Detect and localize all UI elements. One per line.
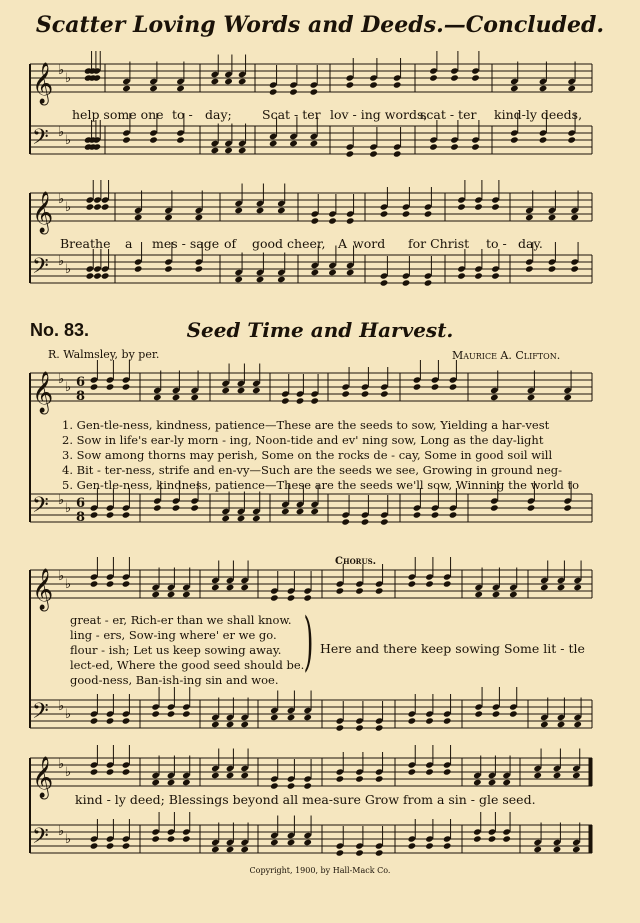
note-head: [533, 846, 542, 853]
flat-icon: ♭: [65, 707, 72, 722]
note-head: [303, 839, 312, 846]
lyric-2-6: A: [338, 236, 348, 251]
note-head: [270, 782, 279, 789]
verse-ending-2: ling - ers, Sow-ing where' er we go.: [70, 628, 277, 642]
note-head: [211, 772, 220, 779]
words-credit: R. Walmsley, by per.: [48, 348, 160, 361]
bass-clef-icon: 𝄢: [32, 824, 49, 854]
flat-icon: ♭: [58, 254, 65, 269]
note-head: [473, 779, 482, 786]
note-head: [443, 768, 452, 775]
final-lyric: kind - ly deed; Blessings beyond all mea-sure Grow from a sin - gle seed.: [75, 792, 536, 807]
lyric-1-4: Scat - ter: [262, 107, 321, 122]
flat-icon: ♭: [58, 757, 65, 772]
flat-icon: ♭: [65, 380, 72, 395]
note-head: [425, 842, 434, 849]
note-head: [408, 842, 417, 849]
treble-clef-icon: 𝄞: [32, 372, 54, 413]
note-head: [182, 835, 191, 842]
lyric-1-3: day;: [205, 107, 232, 122]
lyric-2-8: for Christ: [408, 236, 470, 251]
verse-4: 4. Bit - ter-ness, strife and en-vy—Such are the seeds we see, Growing in ground neg-: [62, 463, 563, 477]
note-head: [211, 846, 220, 853]
note-head: [502, 779, 511, 786]
flat-icon: ♭: [65, 71, 72, 86]
flat-icon: ♭: [65, 501, 72, 516]
page-title: Scatter Loving Words and Deeds.—Concluded.: [35, 12, 605, 38]
flat-icon: ♭: [65, 133, 72, 148]
note-head: [226, 846, 235, 853]
flat-icon: ♭: [58, 699, 65, 714]
treble-clef-icon: 𝄞: [32, 63, 54, 104]
time-signature-top: 6: [76, 496, 86, 511]
note-head: [167, 835, 176, 842]
note-head: [122, 842, 131, 849]
lyric-2-9: to -: [486, 236, 507, 251]
bass-clef-icon: 𝄢: [32, 493, 49, 523]
flat-icon: ♭: [65, 200, 72, 215]
treble-clef-icon: 𝄞: [32, 757, 54, 798]
note-head: [106, 768, 115, 775]
verse-ending-5: good-ness, Ban-ish-ing sin and woe.: [70, 673, 279, 687]
copyright: Copyright, 1900, by Hall-Mack Co.: [249, 866, 391, 875]
note-head: [106, 842, 115, 849]
flat-icon: ♭: [65, 577, 72, 592]
verse-2: 2. Sow in life's ear-ly morn - ing, Noon-tide and ev' ning sow, Long as the day-light: [62, 433, 544, 447]
note-head: [151, 835, 160, 842]
lyric-1-5: lov - ing words,: [330, 107, 428, 122]
lyric-2-3: mes - sage: [152, 236, 220, 251]
note-head: [90, 768, 99, 775]
time-signature-top: 6: [76, 375, 86, 390]
verse-ending-1: great - er, Rich-er than we shall know.: [70, 613, 292, 627]
note-head: [303, 782, 312, 789]
note-head: [355, 849, 364, 856]
note-head: [488, 779, 497, 786]
note-head: [182, 779, 191, 786]
verse-ending-4: lect-ed, Where the good seed should be.: [70, 658, 305, 672]
note-head: [572, 772, 581, 779]
note-head: [151, 779, 160, 786]
bass-clef-icon: 𝄢: [32, 254, 49, 284]
note-head: [122, 768, 131, 775]
note-head: [270, 839, 279, 846]
note-head: [287, 782, 296, 789]
chorus-label: Chorus.: [335, 556, 377, 567]
note-head: [336, 775, 345, 782]
note-head: [502, 835, 511, 842]
note-head: [240, 772, 249, 779]
flat-icon: ♭: [58, 824, 65, 839]
note-head: [553, 772, 562, 779]
lyric-1-1: help some one: [72, 107, 164, 122]
lyric-2-2: a: [125, 236, 133, 251]
flat-icon: ♭: [58, 372, 65, 387]
time-signature-bottom: 8: [76, 389, 86, 404]
music-credit: Maurice A. Clifton.: [452, 349, 561, 362]
flat-icon: ♭: [58, 192, 65, 207]
lyric-1-6: scat - ter: [420, 107, 477, 122]
note-head: [355, 775, 364, 782]
treble-clef-icon: 𝄞: [32, 569, 54, 610]
lyric-1-2: to -: [172, 107, 193, 122]
flat-icon: ♭: [65, 765, 72, 780]
lyric-2-5: good cheer,: [252, 236, 326, 251]
note-head: [240, 846, 249, 853]
note-head: [167, 779, 176, 786]
note-head: [336, 849, 345, 856]
verse-ending-3: flour - ish; Let us keep sowing away.: [70, 643, 282, 657]
note-head: [443, 842, 452, 849]
verse-5: 5. Gen-tle-ness, kindness, patience—These are the seeds we'll sow, Winning the world to: [62, 478, 580, 492]
verse-1: 1. Gen-tle-ness, kindness, patience—These are the seeds to sow, Yielding a har-vest: [62, 418, 550, 432]
chorus-line: Here and there keep sowing Some lit - tle: [320, 641, 585, 656]
note-head: [90, 842, 99, 849]
lyric-2-1: Breathe: [60, 236, 111, 251]
note-head: [425, 768, 434, 775]
flat-icon: ♭: [58, 63, 65, 78]
note-head: [533, 772, 542, 779]
lyric-2-4: of: [224, 236, 237, 251]
flat-icon: ♭: [65, 832, 72, 847]
note-head: [287, 839, 296, 846]
verse-brace: ): [303, 605, 314, 679]
note-head: [553, 846, 562, 853]
flat-icon: ♭: [65, 262, 72, 277]
flat-icon: ♭: [58, 125, 65, 140]
hymn-number: No. 83.: [30, 320, 90, 340]
lyric-2-10: day.: [518, 236, 543, 251]
note-head: [408, 768, 417, 775]
bass-clef-icon: 𝄢: [32, 125, 49, 155]
note-head: [375, 849, 384, 856]
note-head: [473, 835, 482, 842]
flat-icon: ♭: [58, 569, 65, 584]
treble-clef-icon: 𝄞: [32, 192, 54, 233]
note-head: [375, 775, 384, 782]
bass-clef-icon: 𝄢: [32, 699, 49, 729]
note-head: [572, 846, 581, 853]
note-head: [226, 772, 235, 779]
hymn-title: Seed Time and Harvest.: [186, 318, 454, 342]
flat-icon: ♭: [58, 493, 65, 508]
lyric-1-7: kind-ly deeds,: [494, 107, 583, 122]
lyric-2-7: word: [353, 236, 386, 251]
note-head: [488, 835, 497, 842]
verse-3: 3. Sow among thorns may perish, Some on the rocks de - cay, Some in good soil will: [62, 448, 553, 462]
time-signature-bottom: 8: [76, 510, 86, 525]
